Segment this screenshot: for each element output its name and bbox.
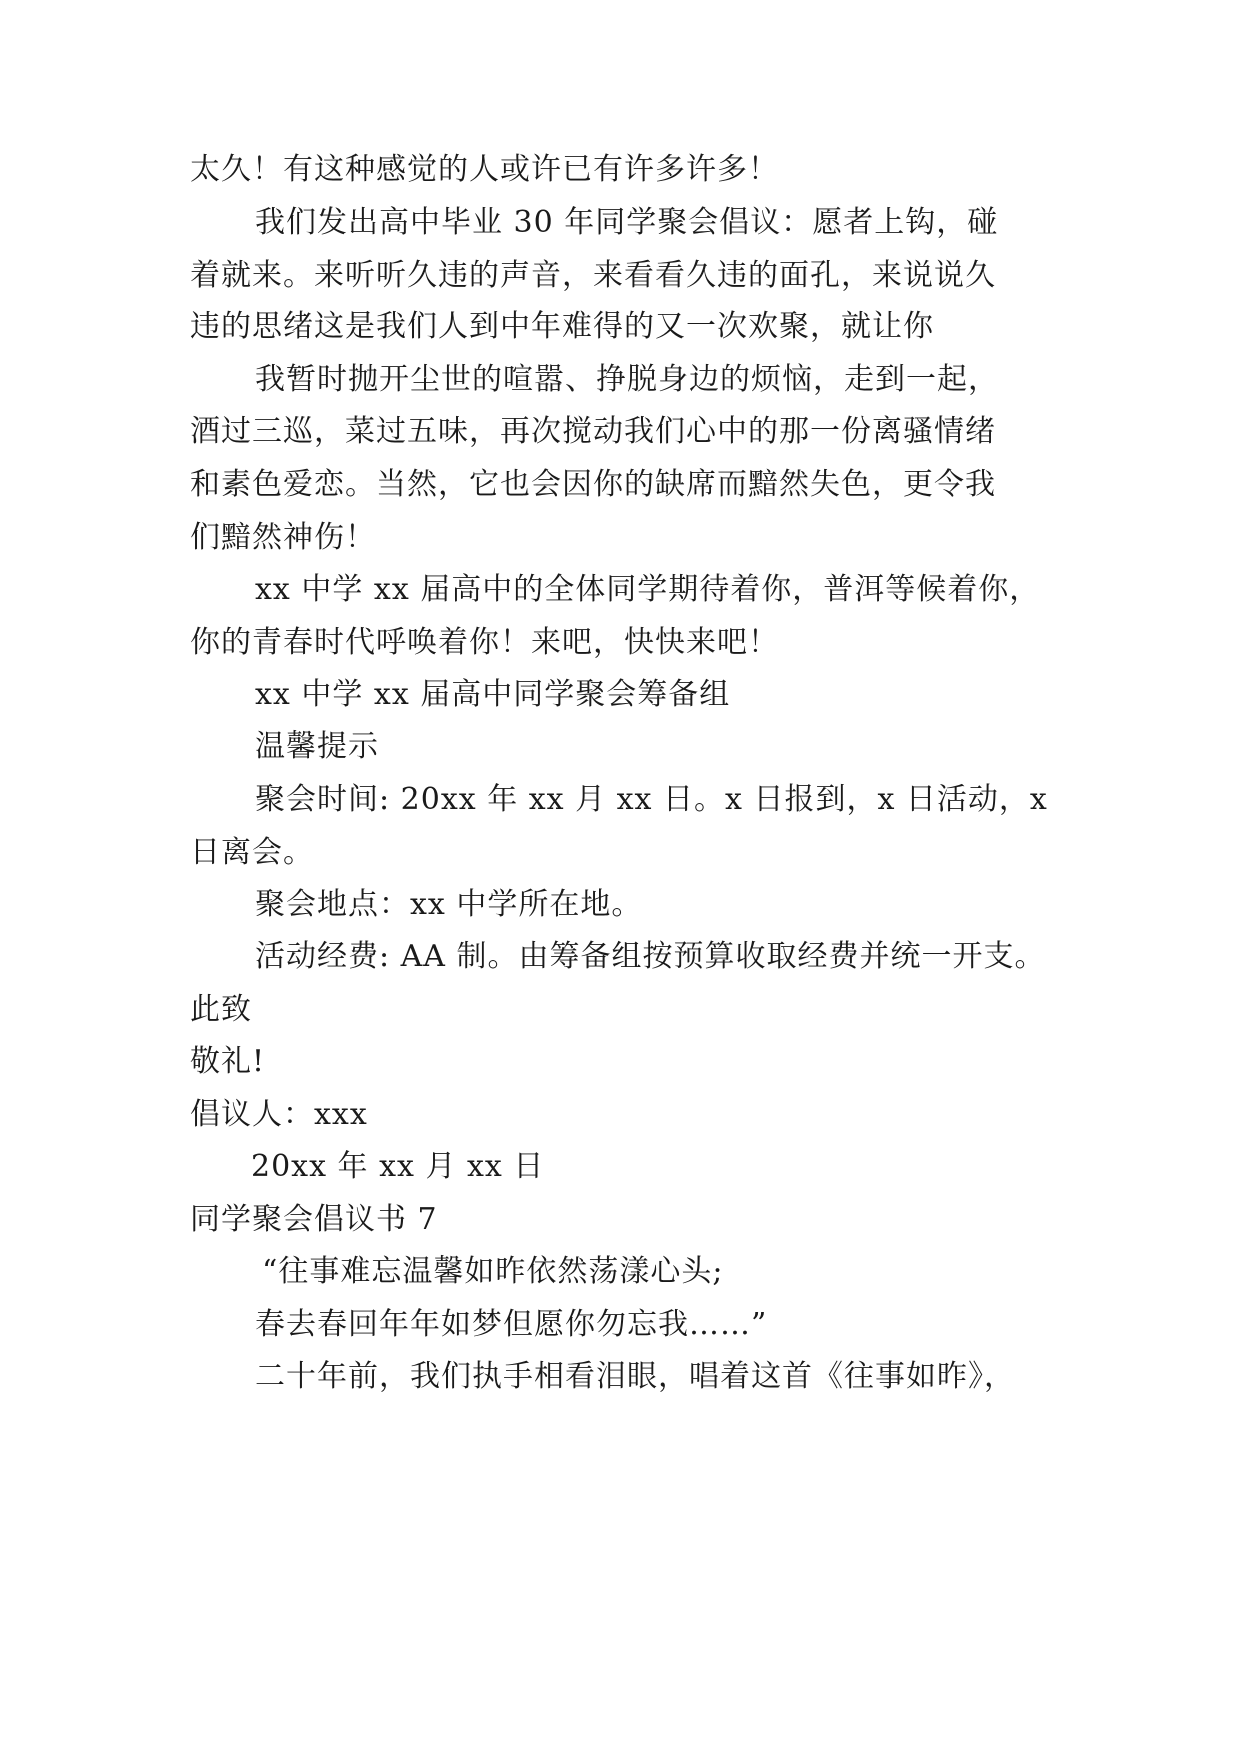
text-line: 和素色爱恋。当然，它也会因你的缺席而黯然失色，更令我 — [190, 467, 996, 502]
text-line: 们黯然神伤！ — [190, 520, 376, 555]
text-line: 活动经费: AA 制。由筹备组按预算收取经费并统一开支。 — [255, 939, 1046, 974]
initiator-line: 倡议人：xxx — [190, 1097, 368, 1132]
text-line: 日离会。 — [190, 835, 314, 870]
text-line: 聚会时间: 20xx 年 xx 月 xx 日。x 日报到，x 日活动，x — [255, 782, 1048, 817]
text-line: 你的青春时代呼唤着你！来吧，快快来吧！ — [190, 625, 779, 660]
text-line: 我们发出高中毕业 30 年同学聚会倡议：愿者上钩，碰 — [255, 205, 999, 240]
closing-line: 敬礼! — [190, 1044, 266, 1079]
text-line: 违的思绪这是我们人到中年难得的又一次欢聚，就让你 — [190, 309, 934, 344]
text-line: 聚会地点：xx 中学所在地。 — [255, 887, 643, 922]
date-line: 20xx 年 xx 月 xx 日 — [251, 1149, 545, 1184]
text-line: xx 中学 xx 届高中的全体同学期待着你，普洱等候着你， — [255, 572, 1041, 607]
text-line: 太久！有这种感觉的人或许已有许多许多！ — [190, 152, 779, 187]
text-line: 我暂时抛开尘世的喧嚣、挣脱身边的烦恼，走到一起， — [255, 362, 999, 397]
organizer-signature: xx 中学 xx 届高中同学聚会筹备组 — [255, 677, 731, 712]
document-title: 同学聚会倡议书 7 — [190, 1202, 438, 1237]
text-line: 酒过三巡，菜过五味，再次搅动我们心中的那一份离骚情绪 — [190, 414, 996, 449]
quote-line: 春去春回年年如梦但愿你勿忘我……” — [255, 1307, 768, 1342]
section-heading: 温馨提示 — [255, 729, 379, 764]
quote-line: “往事难忘温馨如昨依然荡漾心头; — [262, 1254, 724, 1289]
closing-line: 此致 — [190, 992, 252, 1027]
text-line: 二十年前，我们执手相看泪眼，唱着这首《往事如昨》， — [255, 1359, 1015, 1394]
text-line: 着就来。来听听久违的声音，来看看久违的面孔，来说说久 — [190, 258, 996, 293]
